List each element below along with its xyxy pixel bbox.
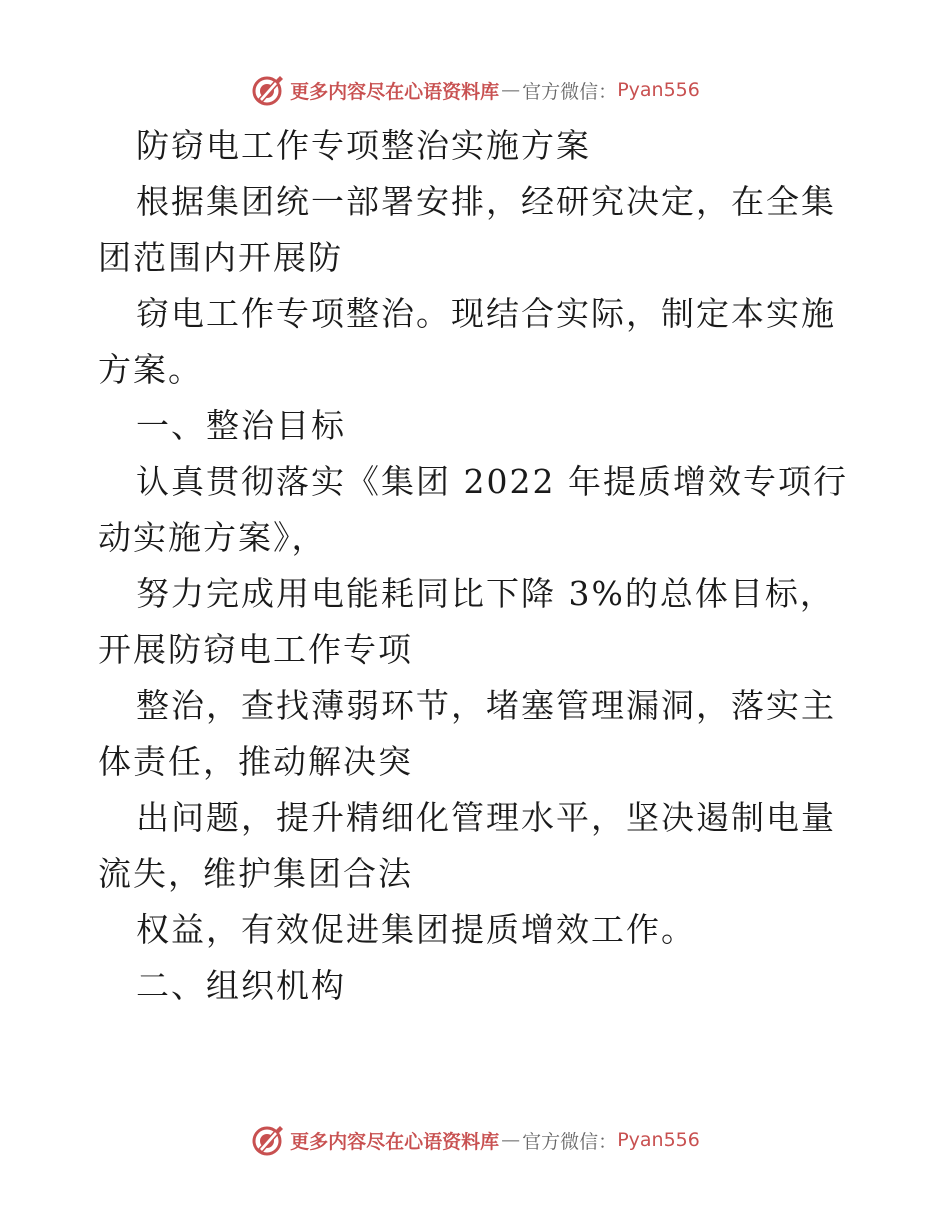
header-watermark: [0, 70, 950, 110]
banner-dash: —: [501, 79, 521, 101]
banner-brand-text: 更多内容尽在心语资料库: [290, 1130, 500, 1153]
banner-wechat-id: Pyan556: [617, 79, 700, 101]
banner-official-label: 官方微信：: [522, 1130, 618, 1153]
banner-wechat-id: Pyan556: [617, 1129, 700, 1151]
banner-dash: —: [501, 1129, 521, 1151]
document-title: 防窃电工作专项整治实施方案: [136, 126, 591, 165]
paragraph-intro-continued: 窃电工作专项整治。现结合实际，制定本实施方案。: [98, 294, 836, 389]
footer-watermark: [0, 1120, 950, 1160]
paragraph-goals-5: 权益，有效促进集团提质增效工作。: [136, 910, 696, 949]
pen-logo-icon: [250, 1123, 284, 1157]
section-heading-goals: 一、整治目标: [136, 406, 346, 445]
paragraph-goals-1: 认真贯彻落实《集团 2022 年提质增效专项行动实施方案》，: [98, 462, 848, 557]
section-heading-organization: 二、组织机构: [136, 966, 346, 1005]
banner-official-label: 官方微信：: [522, 80, 618, 103]
banner-brand-text: 更多内容尽在心语资料库: [290, 80, 500, 103]
paragraph-intro: 根据集团统一部署安排，经研究决定，在全集团范围内开展防: [98, 182, 836, 277]
paragraph-goals-4: 出问题，提升精细化管理水平，坚决遏制电量流失，维护集团合法: [98, 798, 836, 893]
paragraph-goals-2: 努力完成用电能耗同比下降 3%的总体目标，开展防窃电工作专项: [98, 574, 835, 669]
pen-logo-icon: [250, 73, 284, 107]
paragraph-goals-3: 整治，查找薄弱环节，堵塞管理漏洞，落实主体责任，推动解决突: [98, 686, 836, 781]
document-body: [98, 118, 858, 1014]
